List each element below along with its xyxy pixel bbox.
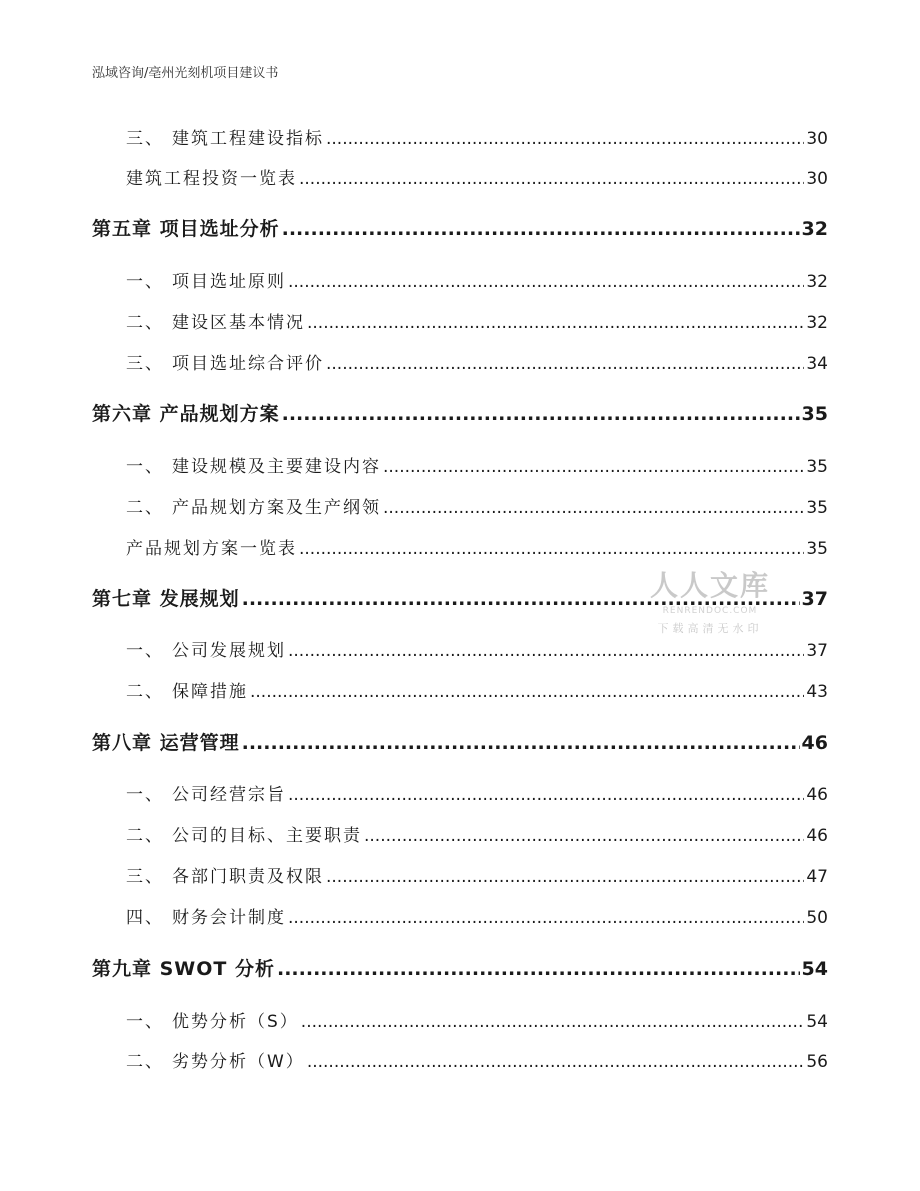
toc-leader-dots: [282, 218, 800, 240]
toc-entry[interactable]: [126, 493, 828, 518]
toc-entry-title: [126, 821, 362, 846]
toc-page-number: 30: [806, 129, 828, 149]
toc-leader-dots: [364, 826, 804, 846]
toc-entry-text: 公司发展规划: [172, 641, 286, 661]
toc-leader-dots: [277, 958, 800, 980]
toc-entry-title: [126, 677, 248, 702]
toc-leader-dots: [242, 732, 800, 754]
toc-entry-text: 劣势分析（W）: [172, 1052, 305, 1072]
toc-entry-text: 建设区基本情况: [172, 313, 305, 333]
toc-entry-number: 三、: [126, 354, 164, 374]
toc-entry-number: 一、: [126, 1012, 164, 1032]
toc-entry-title: [126, 452, 381, 477]
toc-page-number: 30: [806, 169, 828, 189]
watermark-title: 人人文库: [649, 569, 770, 602]
toc-page-number: 50: [806, 908, 828, 928]
document-header: 泓域咨询/亳州光刻机项目建议书: [92, 66, 279, 81]
toc-entry-title: [126, 636, 286, 661]
toc-leader-dots: [288, 908, 804, 928]
watermark-subtitle: 下载高清无水印: [657, 622, 763, 635]
toc-entry-text: 财务会计制度: [172, 908, 286, 928]
toc-leader-dots: [383, 498, 804, 518]
toc-page-number: 32: [806, 313, 828, 333]
toc-entry-text: 建筑工程投资一览表: [126, 169, 297, 189]
toc-leader-dots: [299, 169, 804, 189]
toc-entry[interactable]: [126, 1047, 828, 1072]
toc-entry-title: [126, 903, 286, 928]
toc-entry-number: 二、: [126, 313, 164, 333]
toc-page-number: 54: [806, 1012, 828, 1032]
toc-entry[interactable]: [126, 308, 828, 333]
toc-entry-text: 公司的目标、主要职责: [172, 826, 362, 846]
toc-leader-dots: [288, 785, 804, 805]
toc-chapter-title: 第九章 SWOT 分析: [92, 958, 275, 980]
watermark: [640, 564, 780, 636]
toc-entry-text: 优势分析（S）: [172, 1012, 299, 1032]
toc-page-number: 43: [806, 682, 828, 702]
toc-entry-text: 各部门职责及权限: [172, 867, 324, 887]
toc-leader-dots: [299, 539, 804, 559]
toc-page-number: 46: [806, 785, 828, 805]
toc-entry-number: 一、: [126, 272, 164, 292]
toc-entry[interactable]: [126, 1007, 828, 1032]
toc-page-number: 35: [806, 498, 828, 518]
toc-entry[interactable]: [126, 780, 828, 805]
toc-page-number: 35: [806, 539, 828, 559]
toc-entry-title: [126, 780, 286, 805]
toc-leader-dots: [307, 313, 804, 333]
toc-chapter-title: 第六章 产品规划方案: [92, 403, 280, 425]
toc-page-number: 32: [801, 218, 828, 240]
toc-chapter-title: 第七章 发展规划: [92, 588, 240, 610]
toc-entry[interactable]: [126, 452, 828, 477]
toc-entry-title: [126, 124, 324, 149]
toc-entry-text: 产品规划方案及生产纲领: [172, 498, 381, 518]
toc-entry-text: 建筑工程建设指标: [172, 129, 324, 149]
toc-page-number: 34: [806, 354, 828, 374]
toc-entry[interactable]: [126, 349, 828, 374]
toc-entry[interactable]: [126, 903, 828, 928]
toc-entry[interactable]: [126, 821, 828, 846]
toc-entry-number: 三、: [126, 129, 164, 149]
toc-page-number: 46: [801, 732, 828, 754]
watermark-url: RENRENDOC.COM: [662, 606, 758, 616]
toc-entry[interactable]: [126, 636, 828, 661]
toc-page-number: 46: [806, 826, 828, 846]
toc-entry-text: 公司经营宗旨: [172, 785, 286, 805]
toc-chapter-entry[interactable]: [92, 954, 828, 981]
toc-entry[interactable]: [126, 862, 828, 887]
toc-entry-number: 一、: [126, 785, 164, 805]
toc-leader-dots: [282, 403, 800, 425]
toc-leader-dots: [288, 272, 804, 292]
toc-page-number: 37: [806, 641, 828, 661]
toc-page-number: 37: [801, 588, 828, 610]
toc-entry-text: 项目选址原则: [172, 272, 286, 292]
toc-entry-text: 项目选址综合评价: [172, 354, 324, 374]
toc-entry-number: 一、: [126, 641, 164, 661]
toc-entry[interactable]: [126, 164, 828, 189]
toc-entry-title: [126, 267, 286, 292]
toc-chapter-entry[interactable]: [92, 214, 828, 241]
toc-entry-title: [126, 1007, 299, 1032]
toc-entry-text: 保障措施: [172, 682, 248, 702]
toc-entry-title: [126, 1047, 305, 1072]
toc-chapter-entry[interactable]: [92, 728, 828, 755]
toc-page-number: 54: [801, 958, 828, 980]
toc-entry-text: 产品规划方案一览表: [126, 539, 297, 559]
toc-entry-title: [126, 308, 305, 333]
toc-entry-text: 建设规模及主要建设内容: [172, 457, 381, 477]
toc-page-number: 47: [806, 867, 828, 887]
toc-leader-dots: [288, 641, 804, 661]
toc-entry-number: 四、: [126, 908, 164, 928]
toc-leader-dots: [326, 354, 804, 374]
toc-entry-number: 二、: [126, 826, 164, 846]
toc-entry-number: 一、: [126, 457, 164, 477]
toc-entry[interactable]: [126, 677, 828, 702]
toc-page-number: 35: [806, 457, 828, 477]
toc-page-number: 35: [801, 403, 828, 425]
toc-leader-dots: [326, 867, 804, 887]
toc-entry[interactable]: [126, 124, 828, 149]
toc-leader-dots: [250, 682, 804, 702]
toc-page-number: 32: [806, 272, 828, 292]
toc-entry[interactable]: [126, 267, 828, 292]
toc-leader-dots: [301, 1012, 805, 1032]
toc-entry-number: 三、: [126, 867, 164, 887]
toc-chapter-title: 第八章 运营管理: [92, 732, 240, 754]
toc-entry-title: [126, 493, 381, 518]
toc-entry-number: 二、: [126, 682, 164, 702]
toc-page-number: 56: [806, 1052, 828, 1072]
toc-leader-dots: [326, 129, 804, 149]
toc-entry-title: [126, 349, 324, 374]
toc-entry-number: 二、: [126, 498, 164, 518]
toc-entry[interactable]: [126, 534, 828, 559]
toc-chapter-entry[interactable]: [92, 399, 828, 426]
toc-leader-dots: [383, 457, 804, 477]
toc-entry-title: [126, 862, 324, 887]
toc-chapter-title: 第五章 项目选址分析: [92, 218, 280, 240]
toc-entry-number: 二、: [126, 1052, 164, 1072]
toc-leader-dots: [307, 1052, 805, 1072]
